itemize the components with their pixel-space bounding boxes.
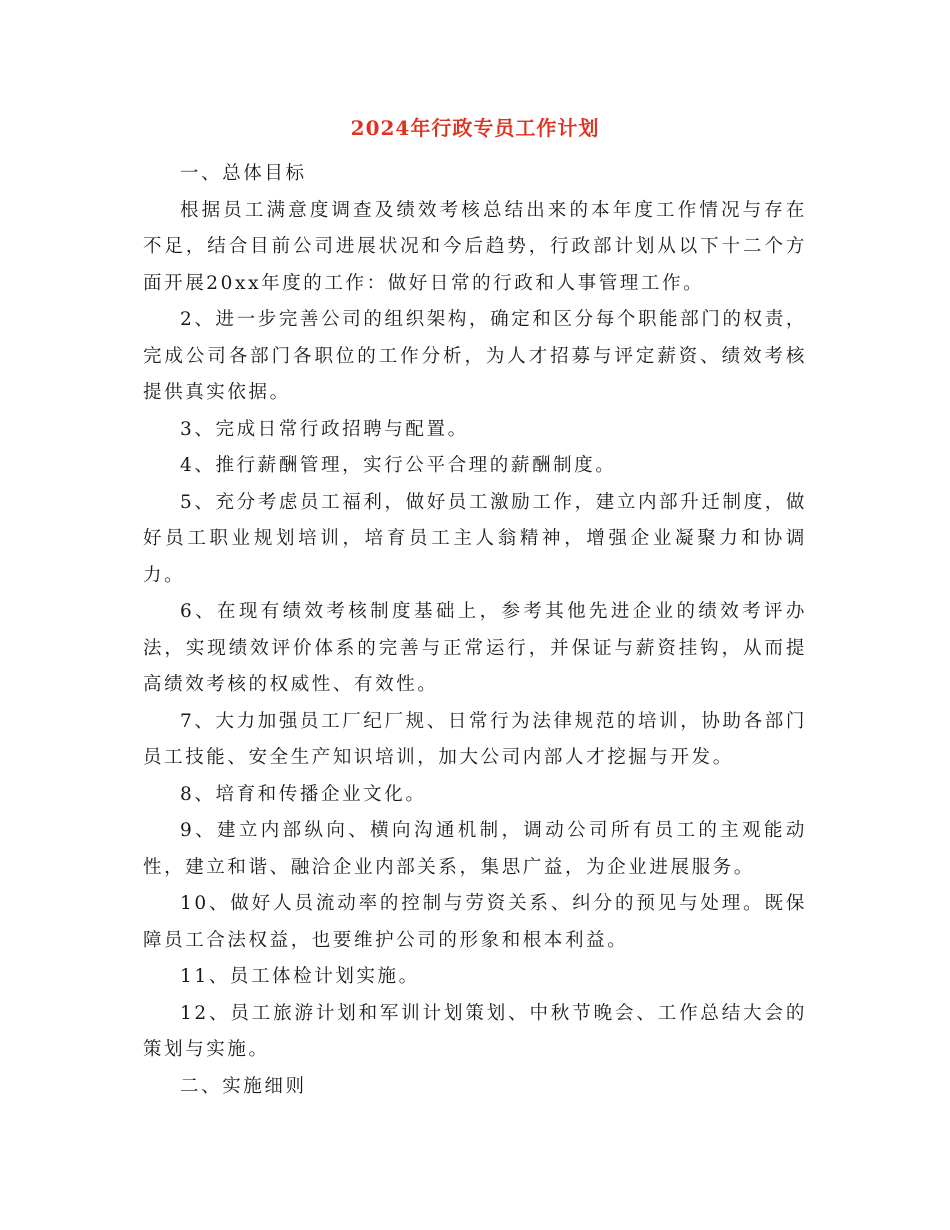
paragraph-item-3: 3、完成日常行政招聘与配置。 (180, 418, 469, 440)
section-heading-overall-goals: 一、总体目标 (180, 163, 307, 184)
section-heading-implementation: 二、实施细则 (180, 1075, 307, 1097)
paragraph-item-5: 5、充分考虑员工福利，做好员工激励工作，建立内部升迁制度，做好员工职业规划培训，培育员工主人翁精神，增强企业凝聚力和协调力。 (143, 491, 807, 586)
document-body (143, 156, 807, 1105)
document-title: 2024年行政专员工作计划 (350, 116, 600, 140)
paragraph-intro: 根据员工满意度调查及绩效考核总结出来的本年度工作情况与存在不足，结合目前公司进展状况和今后趋势，行政部计划从以下十二个方面开展20xx年度的工作：做好日常的行政和人事管理工作。 (143, 199, 807, 294)
paragraph-item-6: 6、在现有绩效考核制度基础上，参考其他先进企业的绩效考评办法，实现绩效评价体系的完善与正常运行，并保证与薪资挂钩，从而提高绩效考核的权威性、有效性。 (143, 601, 807, 695)
paragraph-item-7: 7、大力加强员工厂纪厂规、日常行为法律规范的培训，协助各部门员工技能、安全生产知识培训，加大公司内部人才挖掘与开发。 (143, 710, 807, 768)
paragraph-item-2: 2、进一步完善公司的组织架构，确定和区分每个职能部门的权责，完成公司各部门各职位的工作分析，为人才招募与评定薪资、绩效考核提供真实依据。 (143, 309, 807, 403)
paragraph-item-10: 10、做好人员流动率的控制与劳资关系、纠分的预见与处理。既保障员工合法权益，也要维护公司的形象和根本利益。 (143, 893, 807, 951)
paragraph-item-9: 9、建立内部纵向、横向沟通机制，调动公司所有员工的主观能动性，建立和谐、融洽企业内部关系，集思广益，为企业进展服务。 (143, 820, 807, 878)
paragraph-item-8: 8、培育和传播企业文化。 (180, 783, 427, 805)
paragraph-item-12: 12、员工旅游计划和军训计划策划、中秋节晚会、工作总结大会的策划与实施。 (143, 1002, 807, 1060)
paragraph-item-4: 4、推行薪酬管理，实行公平合理的薪酬制度。 (180, 455, 617, 476)
paragraph-item-11: 11、员工体检计划实施。 (180, 966, 420, 987)
